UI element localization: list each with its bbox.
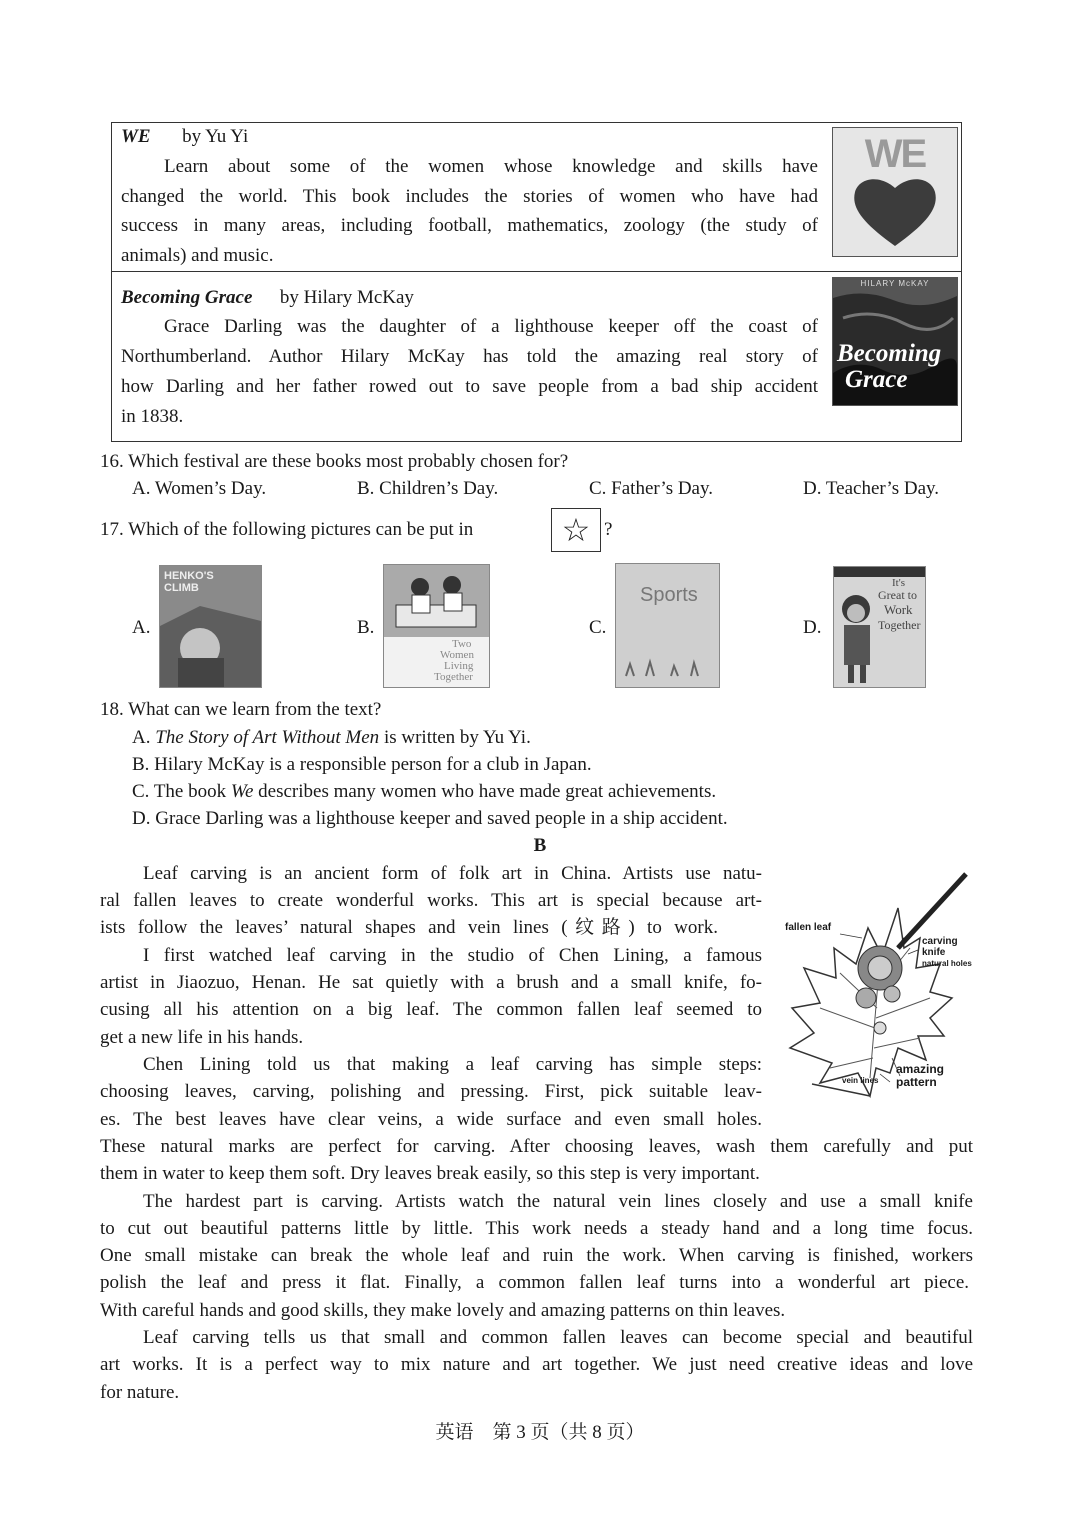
pic-d-title-3: Work: [884, 602, 913, 617]
passage-line-20: for nature.: [100, 1382, 180, 1403]
q18-c-prefix: C. The book: [132, 781, 231, 802]
label-vein-lines: vein lines: [842, 1076, 879, 1085]
passage-line-14: to cut out beautiful patterns little by little. This work needs a steady hand and a long time focus.: [100, 1218, 973, 1239]
pic-d-title-1: It's: [892, 577, 905, 589]
passage-line-13: The hardest part is carving. Artists watch the natural vein lines closely and use a small knife: [143, 1191, 973, 1212]
two-women-image: [384, 565, 489, 637]
pic-a-title: HENKO'S CLIMB: [164, 570, 214, 594]
book-we-line-3: success in many areas, including football, mathematics, zoology (the study of: [121, 215, 818, 236]
q17-option-d-label[interactable]: D.: [803, 617, 822, 638]
q18-option-a[interactable]: [132, 724, 531, 751]
passage-line-16: polish the leaf and press it flat. Finally, a common fallen leaf turns into a wonderful art piece.: [100, 1272, 969, 1293]
book-we-line-2: changed the world. This book includes the stories of women who have had: [121, 186, 818, 207]
q18-option-c[interactable]: [132, 778, 716, 805]
q18-c-title: We: [230, 781, 254, 802]
book-we-author: by Yu Yi: [182, 126, 249, 147]
climber-image: [160, 566, 261, 687]
q17-option-a-label[interactable]: A.: [132, 617, 151, 638]
page-footer: 英语 第 3 页（共 8 页）: [435, 1422, 645, 1443]
q17-option-b-label[interactable]: B.: [357, 617, 375, 638]
passage-line-5: artist in Jiaozuo, Henan. He sat quietly with a brush and a small knife, fo-: [100, 972, 762, 993]
book-grace-line-2: Northumberland. Author Hilary McKay has told the amazing real story of: [121, 346, 818, 367]
passage-line-6: cusing all his attention on a big leaf. The common fallen leaf seemed to: [100, 999, 762, 1020]
passage-line-10: es. The best leaves have clear veins, a wide surface and even small holes.: [100, 1109, 762, 1130]
q17-option-c-label[interactable]: C.: [589, 617, 607, 638]
q17-picture-a[interactable]: [159, 565, 262, 688]
passage-line-11: These natural marks are perfect for carving. After choosing leaves, wash them carefully and put: [100, 1136, 973, 1157]
q16-option-c[interactable]: C. Father’s Day.: [589, 478, 714, 499]
passage-line-1: Leaf carving is an ancient form of folk art in China. Artists use natu-: [143, 863, 762, 884]
book-grace-cover-author: HILARY McKAY: [860, 279, 930, 288]
q18-option-d[interactable]: D. Grace Darling was a lighthouse keeper and saved people in a ship accident.: [132, 808, 728, 829]
book-we-line-4: animals) and music.: [121, 245, 274, 266]
section-b-heading: B: [533, 835, 547, 856]
book-we-title: WE: [121, 126, 151, 147]
passage-line-15: One small mistake can break the whole leaf and ruin the work. When carving is finished, workers: [100, 1245, 973, 1266]
q18-a-title: The Story of Art Without Men: [155, 727, 380, 748]
q17-stem: 17. Which of the following pictures can be put in: [100, 519, 474, 540]
passage-line-4: I first watched leaf carving in the studio of Chen Lining, a famous: [143, 945, 762, 966]
q18-a-prefix: A.: [132, 727, 156, 748]
q17-picture-c[interactable]: [615, 563, 720, 688]
leaf-illustration: [780, 868, 980, 1103]
passage-line-19: art works. It is a perfect way to mix nature and art together. We just need creative ideas and love: [100, 1354, 973, 1375]
star-icon: ☆: [561, 511, 591, 549]
pic-b-title-4: Together: [434, 671, 473, 683]
q16-stem: 16. Which festival are these books most probably chosen for?: [100, 451, 569, 472]
passage-line-3: ists follow the leaves’ natural shapes and vein lines (纹路) to work.: [100, 917, 718, 938]
book-we-cover-title: WE: [864, 132, 926, 176]
book-grace-header: [121, 284, 414, 311]
q16-option-a[interactable]: A. Women’s Day.: [132, 478, 267, 499]
passage-line-2: ral fallen leaves to create wonderful works. This art is special because art-: [100, 890, 762, 911]
book-we-cover: [832, 127, 958, 257]
heart-image: [833, 128, 957, 256]
book-grace-line-1: Grace Darling was the daughter of a lighthouse keeper off the coast of: [164, 316, 818, 337]
q16-option-d[interactable]: D. Teacher’s Day.: [803, 478, 940, 499]
label-amazing-pattern-1: amazing: [896, 1062, 945, 1076]
book-grace-line-3: how Darling and her father rowed out to save people from a bad ship accident: [121, 376, 818, 397]
label-natural-holes: natural holes: [922, 959, 972, 968]
q18-option-b[interactable]: B. Hilary McKay is a responsible person for a club in Japan.: [132, 754, 592, 775]
pic-d-title-2: Great to: [878, 588, 917, 602]
book-grace-author: by Hilary McKay: [279, 287, 414, 308]
q17-picture-d[interactable]: [833, 566, 926, 688]
passage-line-18: Leaf carving tells us that small and common fallen leaves can become special and beautiful: [143, 1327, 973, 1348]
q17-picture-b[interactable]: [383, 564, 490, 688]
q17-star-box: [551, 508, 601, 552]
passage-line-12: them in water to keep them soft. Dry leaves break easily, so this step is very important.: [100, 1163, 760, 1184]
girl-image: [834, 567, 925, 687]
label-fallen-leaf: fallen leaf: [785, 922, 832, 933]
players-image: [616, 564, 719, 687]
leaf-carving-figure: [780, 868, 980, 1103]
passage-line-9: choosing leaves, carving, polishing and pressing. First, pick suitable leav-: [100, 1081, 762, 1102]
book-grace-cover-title-1: Becoming: [837, 340, 942, 367]
q18-c-suffix: describes many women who have made great achievements.: [253, 781, 717, 802]
q16-option-b[interactable]: B. Children’s Day.: [357, 478, 499, 499]
pic-c-title: Sports: [640, 584, 698, 606]
q18-a-suffix: is written by Yu Yi.: [379, 727, 531, 748]
passage-line-17: With careful hands and good skills, they make lovely and amazing patterns on thin leaves.: [100, 1300, 786, 1321]
label-carving-knife-2: knife: [922, 947, 946, 958]
passage-line-7: get a new life in his hands.: [100, 1027, 304, 1048]
book-grace-title: Becoming Grace: [121, 287, 253, 308]
book-grace-line-4: in 1838.: [121, 406, 184, 427]
pic-b-title-3: Living: [444, 660, 474, 672]
q17-stem-end: ?: [604, 519, 613, 540]
pic-d-title-4: Together: [878, 618, 921, 632]
pic-b-title-2: Women: [440, 649, 474, 661]
book-table-divider: [111, 271, 961, 272]
passage-line-8: Chen Lining told us that making a leaf carving has simple steps:: [143, 1054, 762, 1075]
book-grace-cover-title-2: Grace: [845, 366, 908, 393]
book-we-header: [121, 123, 248, 150]
pic-b-title-1: Two: [452, 638, 472, 650]
book-we-line-1: Learn about some of the women whose knowledge and skills have: [164, 156, 818, 177]
label-carving-knife-1: carving: [922, 936, 958, 947]
q18-stem: 18. What can we learn from the text?: [100, 699, 382, 720]
book-grace-cover: [832, 277, 958, 406]
label-amazing-pattern-2: pattern: [896, 1075, 937, 1089]
